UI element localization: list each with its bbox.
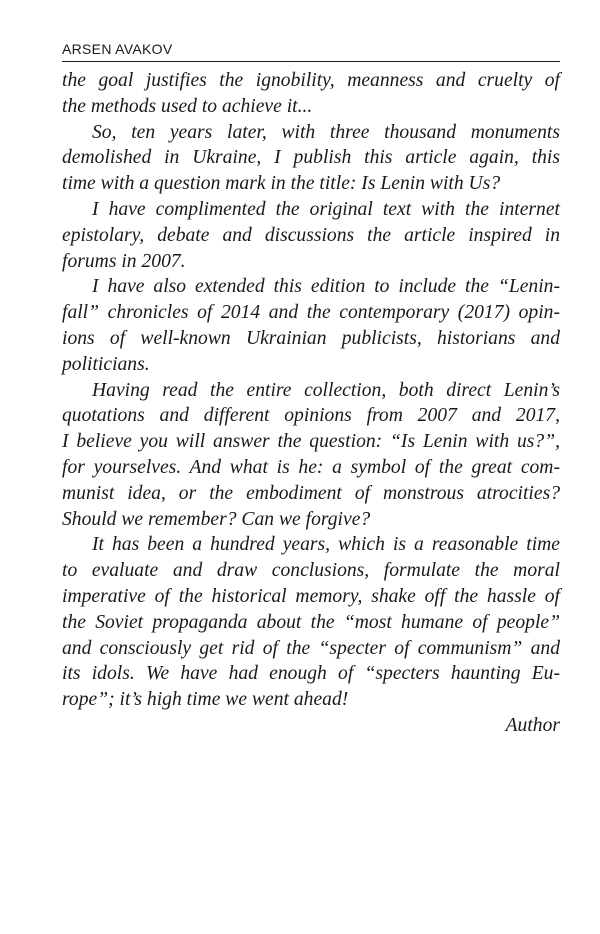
body-text	[62, 68, 560, 739]
paragraph	[62, 378, 560, 533]
text-line: for yourselves. And what is he: a symbol of the great com-	[62, 456, 560, 478]
text-line: I believe you will answer the question: “Is Lenin with us?”,	[62, 431, 560, 453]
paragraph	[62, 532, 560, 713]
text-line: munist idea, or the embodiment of monstrous atrocities?	[62, 482, 560, 504]
text-line: forums in 2007.	[62, 250, 186, 272]
book-page	[62, 40, 560, 739]
text-line: So, ten years later, with three thousand monuments	[92, 121, 560, 143]
text-line: and consciously get rid of the “specter of communism” and	[62, 637, 560, 659]
paragraph	[62, 197, 560, 274]
text-line: fall” chronicles of 2014 and the contemporary (2017) opin-	[62, 302, 560, 324]
paragraph	[62, 120, 560, 197]
text-line: its idols. We have had enough of “specters haunting Eu-	[62, 663, 560, 685]
text-line: time with a question mark in the title: Is Lenin with Us?	[62, 173, 501, 195]
text-line: Having read the entire collection, both direct Lenin’s	[92, 379, 560, 401]
text-line: It has been a hundred years, which is a reasonable time	[92, 534, 560, 556]
text-line: epistolary, debate and discussions the article inspired in	[62, 224, 560, 246]
text-line: Should we remember? Can we forgive?	[62, 508, 371, 530]
text-line: the Soviet propaganda about the “most humane of people”	[62, 611, 560, 633]
text-line: I have complimented the original text with the internet	[92, 198, 560, 220]
text-line: to evaluate and draw conclusions, formulate the moral	[62, 560, 560, 582]
text-line: rope”; it’s high time we went ahead!	[62, 689, 349, 711]
text-line: the methods used to achieve it...	[62, 95, 313, 117]
running-head: ARSEN AVAKOV	[62, 40, 560, 62]
paragraph	[62, 68, 560, 120]
text-line: imperative of the historical memory, shake off the hassle of	[62, 585, 560, 607]
text-line: quotations and different opinions from 2007 and 2017,	[62, 405, 560, 427]
text-line: demolished in Ukraine, I publish this article again, this	[62, 147, 560, 169]
text-line: ions of well-known Ukrainian publicists, historians and	[62, 327, 560, 349]
paragraph	[62, 274, 560, 377]
text-line: I have also extended this edition to include the “Lenin-	[92, 276, 560, 298]
author-signature: Author	[505, 714, 560, 736]
text-line: politicians.	[62, 353, 150, 375]
text-line: the goal justifies the ignobility, meanness and cruelty of	[62, 70, 560, 91]
